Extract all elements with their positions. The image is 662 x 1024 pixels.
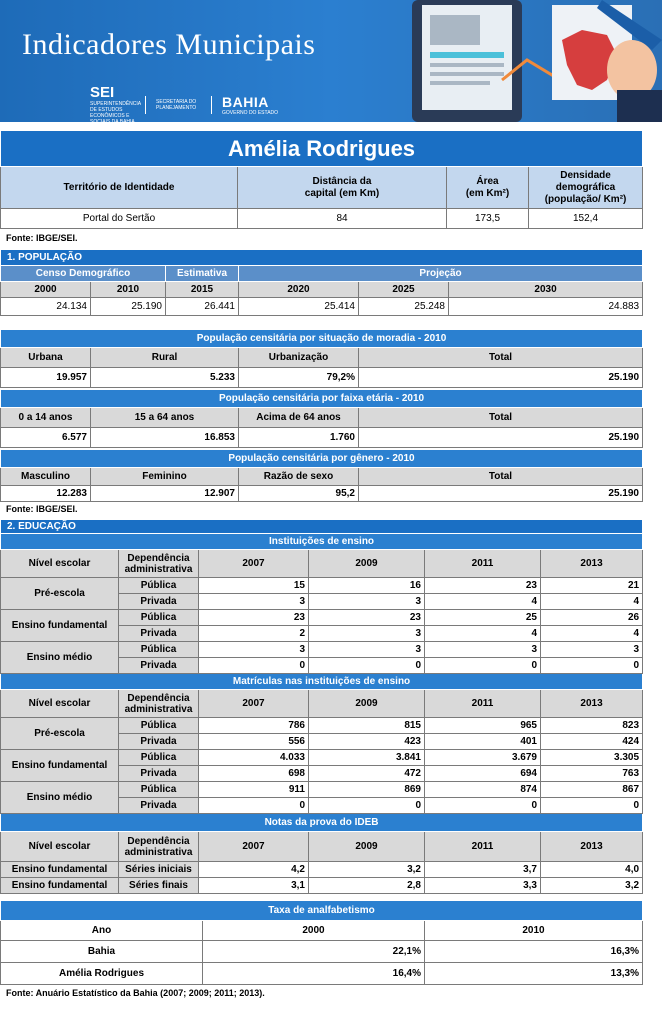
seplan-logo: SECRETARIA DO PLANEJAMENTO <box>156 98 197 111</box>
genero-header: Total <box>359 468 643 486</box>
bahia-logo: BAHIA GOVERNO DO ESTADO <box>222 93 279 116</box>
year-header: 2009 <box>309 550 425 578</box>
faixa-header: 0 a 14 anos <box>1 408 91 428</box>
pop-value: 26.441 <box>166 298 239 316</box>
nivel-header: Nível escolar <box>1 550 119 578</box>
analf-year-header: 2010 <box>425 921 643 941</box>
table-row <box>1 718 643 734</box>
densidade-value: 152,4 <box>529 209 643 229</box>
value-cell: 823 <box>541 718 643 734</box>
analf-year-header: 2000 <box>203 921 425 941</box>
pop-value: 24.134 <box>1 298 91 316</box>
value-cell: 4 <box>541 626 643 642</box>
value-cell: 3,1 <box>199 878 309 894</box>
value-cell: 4,2 <box>199 862 309 878</box>
pop-value: 25.248 <box>359 298 449 316</box>
fonte-populacao: Fonte: IBGE/SEI. <box>6 504 78 514</box>
dep-cell: Pública <box>119 578 199 594</box>
nivel-cell: Pré-escola <box>1 718 119 750</box>
value-cell: 3 <box>309 642 425 658</box>
distancia-value: 84 <box>238 209 447 229</box>
pop-value: 24.883 <box>449 298 643 316</box>
value-cell: 4 <box>425 594 541 610</box>
municipio-header-table <box>0 130 643 229</box>
value-cell: 3 <box>309 594 425 610</box>
value-cell: 4 <box>425 626 541 642</box>
col-densidade: Densidade demográfica (população/ Km²) <box>529 167 643 209</box>
analf-value: 13,3% <box>425 963 643 985</box>
value-cell: 965 <box>425 718 541 734</box>
dep-cell: Pública <box>119 718 199 734</box>
value-cell: 3 <box>199 594 309 610</box>
year-header: 2013 <box>541 832 643 862</box>
value-cell: 15 <box>199 578 309 594</box>
value-cell: 424 <box>541 734 643 750</box>
mat-title: Matrículas nas instituições de ensino <box>1 674 643 690</box>
dep-cell: Privada <box>119 734 199 750</box>
value-cell: 3 <box>199 642 309 658</box>
moradia-header: Total <box>359 348 643 368</box>
dep-cell: Privada <box>119 766 199 782</box>
year-header: 2013 <box>541 550 643 578</box>
sei-logo: SEI SUPERINTENDÊNCIA DE ESTUDOS ECONÔMICOS E SOCIAIS DA BAHIA <box>90 84 141 122</box>
value-cell: 3 <box>309 626 425 642</box>
value-cell: 0 <box>309 658 425 674</box>
col-distancia: Distância da capital (em Km) <box>238 167 447 209</box>
col-territorio: Território de Identidade <box>1 167 238 209</box>
genero-value: 25.190 <box>359 486 643 502</box>
value-cell: 0 <box>541 658 643 674</box>
dep-cell: Privada <box>119 594 199 610</box>
value-cell: 786 <box>199 718 309 734</box>
value-cell: 3 <box>541 642 643 658</box>
year-header: 2020 <box>239 282 359 298</box>
year-header: 2011 <box>425 832 541 862</box>
dep-cell: Séries iniciais <box>119 862 199 878</box>
year-header: 2009 <box>309 690 425 718</box>
ideb-body <box>1 862 643 894</box>
educacao-section-title: 2. EDUCAÇÃO <box>1 520 643 534</box>
year-header: 2011 <box>425 690 541 718</box>
censo-header: Censo Demográfico <box>1 266 166 282</box>
analf-row-label: Bahia <box>1 941 203 963</box>
genero-value: 95,2 <box>239 486 359 502</box>
value-cell: 21 <box>541 578 643 594</box>
value-cell: 0 <box>199 798 309 814</box>
faixa-header: 15 a 64 anos <box>91 408 239 428</box>
analf-title: Taxa de analfabetismo <box>1 901 643 921</box>
fonte-educacao: Fonte: Anuário Estatístico da Bahia (2007; 2009; 2011; 2013). <box>6 988 265 998</box>
dep-cell: Pública <box>119 782 199 798</box>
municipio-name: Amélia Rodrigues <box>1 131 643 167</box>
year-header: 2015 <box>166 282 239 298</box>
table-row <box>1 578 643 594</box>
value-cell: 815 <box>309 718 425 734</box>
banner-logos <box>90 84 278 122</box>
dep-cell: Privada <box>119 626 199 642</box>
estimativa-header: Estimativa <box>166 266 239 282</box>
moradia-value: 5.233 <box>91 368 239 388</box>
projecao-header: Projeção <box>239 266 643 282</box>
value-cell: 16 <box>309 578 425 594</box>
year-header: 2025 <box>359 282 449 298</box>
moradia-header: Urbana <box>1 348 91 368</box>
value-cell: 869 <box>309 782 425 798</box>
value-cell: 4.033 <box>199 750 309 766</box>
moradia-header: Urbanização <box>239 348 359 368</box>
pop-value: 25.190 <box>91 298 166 316</box>
year-header: 2007 <box>199 550 309 578</box>
table-row <box>1 878 643 894</box>
faixa-value: 16.853 <box>91 428 239 448</box>
value-cell: 0 <box>425 798 541 814</box>
analfabetismo-table <box>0 900 643 985</box>
value-cell: 556 <box>199 734 309 750</box>
dep-cell: Séries finais <box>119 878 199 894</box>
area-value: 173,5 <box>447 209 529 229</box>
year-header: 2007 <box>199 690 309 718</box>
moradia-value: 79,2% <box>239 368 359 388</box>
value-cell: 867 <box>541 782 643 798</box>
value-cell: 3,7 <box>425 862 541 878</box>
faixa-value: 25.190 <box>359 428 643 448</box>
nivel-header: Nível escolar <box>1 832 119 862</box>
value-cell: 698 <box>199 766 309 782</box>
value-cell: 4,0 <box>541 862 643 878</box>
faixa-table <box>0 389 643 448</box>
nivel-cell: Ensino fundamental <box>1 610 119 642</box>
moradia-table <box>0 329 643 388</box>
value-cell: 3 <box>425 642 541 658</box>
populacao-table <box>0 249 643 316</box>
col-area: Área (em Km²) <box>447 167 529 209</box>
fonte-header: Fonte: IBGE/SEI. <box>6 233 78 243</box>
value-cell: 401 <box>425 734 541 750</box>
analf-value: 16,3% <box>425 941 643 963</box>
value-cell: 3,2 <box>541 878 643 894</box>
year-header: 2013 <box>541 690 643 718</box>
genero-header: Masculino <box>1 468 91 486</box>
value-cell: 3,2 <box>309 862 425 878</box>
dep-header: Dependência administrativa <box>119 690 199 718</box>
genero-header: Feminino <box>91 468 239 486</box>
moradia-header: Rural <box>91 348 239 368</box>
value-cell: 0 <box>425 658 541 674</box>
value-cell: 0 <box>309 798 425 814</box>
analf-value: 16,4% <box>203 963 425 985</box>
mat-body <box>1 718 643 814</box>
value-cell: 3.679 <box>425 750 541 766</box>
value-cell: 0 <box>199 658 309 674</box>
analf-value: 22,1% <box>203 941 425 963</box>
genero-header: Razão de sexo <box>239 468 359 486</box>
moradia-value: 25.190 <box>359 368 643 388</box>
value-cell: 763 <box>541 766 643 782</box>
year-header: 2011 <box>425 550 541 578</box>
value-cell: 911 <box>199 782 309 798</box>
logo-separator <box>211 96 212 114</box>
value-cell: 3,3 <box>425 878 541 894</box>
value-cell: 423 <box>309 734 425 750</box>
dep-header: Dependência administrativa <box>119 832 199 862</box>
value-cell: 0 <box>541 798 643 814</box>
year-header: 2000 <box>1 282 91 298</box>
genero-value: 12.283 <box>1 486 91 502</box>
value-cell: 3.305 <box>541 750 643 766</box>
year-header: 2010 <box>91 282 166 298</box>
moradia-value: 19.957 <box>1 368 91 388</box>
nivel-cell: Ensino fundamental <box>1 878 119 894</box>
dep-cell: Pública <box>119 642 199 658</box>
territorio-value: Portal do Sertão <box>1 209 238 229</box>
dep-cell: Privada <box>119 798 199 814</box>
populacao-section-title: 1. POPULAÇÃO <box>1 250 643 266</box>
value-cell: 23 <box>199 610 309 626</box>
value-cell: 2 <box>199 626 309 642</box>
analf-ano-header: Ano <box>1 921 203 941</box>
value-cell: 472 <box>309 766 425 782</box>
inst-title: Instituições de ensino <box>1 534 643 550</box>
value-cell: 25 <box>425 610 541 626</box>
faixa-header: Total <box>359 408 643 428</box>
nivel-cell: Ensino médio <box>1 782 119 814</box>
nivel-cell: Ensino médio <box>1 642 119 674</box>
faixa-value: 1.760 <box>239 428 359 448</box>
faixa-value: 6.577 <box>1 428 91 448</box>
nivel-cell: Pré-escola <box>1 578 119 610</box>
tablet-illustration-icon <box>352 0 662 122</box>
banner <box>0 0 662 122</box>
table-row <box>1 782 643 798</box>
dep-cell: Privada <box>119 658 199 674</box>
faixa-header: Acima de 64 anos <box>239 408 359 428</box>
dep-header: Dependência administrativa <box>119 550 199 578</box>
genero-table <box>0 449 643 502</box>
genero-title: População censitária por gênero - 2010 <box>1 450 643 468</box>
value-cell: 874 <box>425 782 541 798</box>
year-header: 2030 <box>449 282 643 298</box>
banner-title: Indicadores Municipais <box>22 28 316 61</box>
value-cell: 3.841 <box>309 750 425 766</box>
value-cell: 23 <box>309 610 425 626</box>
table-row <box>1 642 643 658</box>
ideb-title: Notas da prova do IDEB <box>1 814 643 832</box>
year-header: 2007 <box>199 832 309 862</box>
faixa-title: População censitária por faixa etária - 2010 <box>1 390 643 408</box>
educacao-table <box>0 519 643 894</box>
nivel-header: Nível escolar <box>1 690 119 718</box>
value-cell: 26 <box>541 610 643 626</box>
nivel-cell: Ensino fundamental <box>1 862 119 878</box>
inst-body <box>1 578 643 674</box>
nivel-cell: Ensino fundamental <box>1 750 119 782</box>
value-cell: 694 <box>425 766 541 782</box>
moradia-title: População censitária por situação de moradia - 2010 <box>1 330 643 348</box>
year-header: 2009 <box>309 832 425 862</box>
genero-value: 12.907 <box>91 486 239 502</box>
value-cell: 2,8 <box>309 878 425 894</box>
dep-cell: Pública <box>119 750 199 766</box>
table-row <box>1 862 643 878</box>
logo-separator <box>145 96 146 114</box>
pop-value: 25.414 <box>239 298 359 316</box>
value-cell: 4 <box>541 594 643 610</box>
dep-cell: Pública <box>119 610 199 626</box>
table-row <box>1 610 643 626</box>
analf-row-label: Amélia Rodrigues <box>1 963 203 985</box>
table-row <box>1 750 643 766</box>
value-cell: 23 <box>425 578 541 594</box>
